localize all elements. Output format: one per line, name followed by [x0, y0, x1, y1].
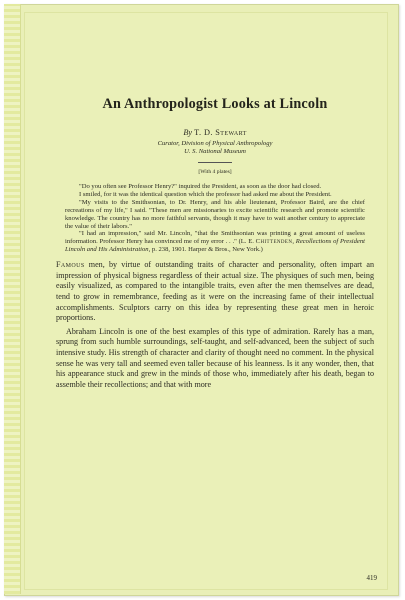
- affiliation-line-2: U. S. National Museum: [184, 148, 246, 155]
- binding-strip: [4, 4, 21, 594]
- citation-rest: , p. 238, 1901. Harper & Bros., New York.): [148, 246, 263, 254]
- citation-work: Recollections of President Lincoln and His Administration: [65, 238, 365, 254]
- page-number: 419: [366, 574, 377, 582]
- byline: [56, 128, 374, 137]
- byline-prefix: By: [183, 128, 193, 137]
- citation-author: Chittenden: [255, 238, 293, 246]
- lead-word: Famous: [56, 260, 85, 270]
- epigraph-paragraph-last: [65, 230, 365, 254]
- epigraph-paragraph: "My visits to the Smithsonian, to Dr. Henry, and his able lieutenant, Professor Baird, are the chief recreations of my life," I said. "These men are missionaries to excite scientific research and promote scientific knowledge. The country has no more faithful servants, though it may have to wait another century to appreciate the value of their labors.": [65, 198, 365, 230]
- epigraph-quote: "I had an impression," said Mr. Lincoln, "that the Smithsonian was printing a great amount of useless information. Professor Henry has convinced me of my error . . .": [65, 230, 365, 246]
- paragraph-text: men, by virtue of outstanding traits of character and personality, often impart an impression of physical bigness regardless of their actual size. The physiques of such men, being easily visualized, as compared to the intangible traits, even after the men themselves are dead, tend to grow in remembrance, feeding as it were on the increasing fame of their intellectual accomplishments. Sculptors carry on this idea by representing these great men in heroic proportions.: [56, 260, 374, 323]
- plates-note: [With 4 plates]: [198, 169, 232, 175]
- body-paragraph-1: [56, 260, 374, 324]
- epigraph-paragraph: "Do you often see Professor Henry?" inquired the President, as soon as the door had closed.: [79, 183, 322, 190]
- affiliation-line-1: Curator, Division of Physical Anthropology: [157, 140, 273, 147]
- divider-rule: [198, 162, 232, 163]
- epigraph: [65, 183, 365, 254]
- author-name: T. D. Stewart: [194, 128, 247, 137]
- article: [56, 96, 374, 390]
- body-paragraph-2: Abraham Lincoln is one of the best examples of this type of admiration. Rarely has a man, sprung from such humble surroundings, self-taught, and self-advanced, been the subject of such intensive study. His strength of character and clarity of thought need no comment. In the physical sense he was very tall and seemed even taller because of his leanness. Is it any wonder, then, that his appearance stuck and grew in the minds of those who, immediately after his death, began to assemble their recollections; and that with more: [56, 326, 374, 389]
- citation-open: (L. E.: [238, 238, 256, 246]
- body-text: [56, 260, 374, 390]
- citation-sep: ,: [292, 238, 296, 246]
- article-title: An Anthropologist Looks at Lincoln: [102, 96, 328, 112]
- epigraph-paragraph: I smiled, for it was the identical question which the professor had asked me about the President.: [79, 190, 332, 198]
